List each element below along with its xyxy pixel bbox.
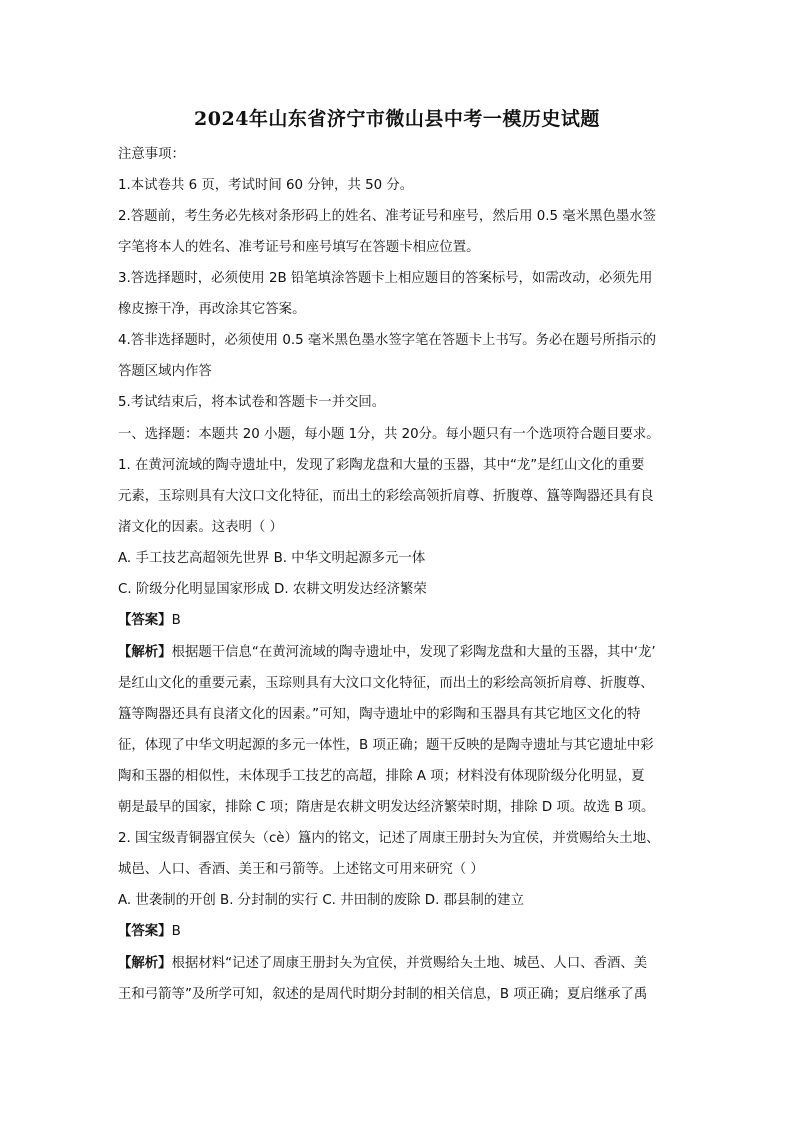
notice-item: 2.答题前，考生务必先核对条形码上的姓名、准考证号和座号，然后用 0.5 毫米黑色墨水签 (118, 209, 657, 224)
q1-options-line: C. 阶级分化明显国家形成 D. 农耕文明发达经济繁荣 (118, 582, 427, 597)
q1-stem-line: 1. 在黄河流域的陶寺遗址中，发现了彩陶龙盘和大量的玉器，其中“龙”是红山文化的重要 (118, 458, 645, 473)
q2-stem-line: 2. 国宝级青铜器宜侯夨（cè）簋内的铭文，记述了周康王册封夨为宜侯，并赏赐给夨土地、 (118, 831, 660, 846)
notice-item: 1.本试卷共 6 页，考试时间 60 分钟，共 50 分。 (118, 178, 414, 193)
notice-heading: 注意事项： (118, 147, 185, 162)
answer-label: 【答案】 (118, 613, 172, 628)
q1-options-line: A. 手工技艺高超领先世界 B. 中华文明起源多元一体 (118, 551, 426, 566)
analysis-text: 根据材料“记述了周康王册封夨为宜侯，并赏赐给夨土地、城邑、人口、香酒、美 (171, 956, 648, 971)
q1-stem-line: 渚文化的因素。这表明（ ） (118, 520, 283, 535)
q1-analysis-line: 是红山文化的重要元素，玉琮则具有大汶口文化特征，而出土的彩绘高领折肩尊、折腹尊、 (118, 676, 654, 691)
page-title: 2024年山东省济宁市微山县中考一模历史试题 (194, 108, 600, 130)
q1-analysis-line: 簋等陶器还具有良渚文化的因素。”可知，陶寺遗址中的彩陶和玉器具有其它地区文化的特 (118, 707, 641, 722)
analysis-label: 【解析】 (118, 645, 172, 660)
q2-analysis-line: 王和弓箭等”及所学可知，叙述的是周代时期分封制的相关信息，B 项正确；夏启继承了禹 (118, 987, 648, 1002)
q1-analysis-line: 征，体现了中华文明起源的多元一体性，B 项正确；题干反映的是陶寺遗址与其它遗址中彩 (118, 738, 654, 753)
analysis-text: 根据题干信息“在黄河流域的陶寺遗址中，发现了彩陶龙盘和大量的玉器，其中‘龙’ (171, 645, 656, 660)
analysis-label: 【解析】 (118, 956, 172, 971)
answer-value: B (171, 613, 181, 628)
answer-label: 【答案】 (118, 924, 172, 939)
q1-analysis-line: 朝是最早的国家，排除 C 项；隋唐是农耕文明发达经济繁荣时期，排除 D 项。故选 B 项。 (118, 800, 655, 815)
q1-analysis-line (118, 644, 688, 662)
answer-value: B (171, 924, 181, 939)
notice-item: 3.答选择题时，必须使用 2B 铅笔填涂答题卡上相应题目的答案标号，如需改动，必须先用 (118, 271, 653, 286)
notice-item: 橡皮擦干净，再改涂其它答案。 (118, 302, 306, 317)
q1-answer (118, 612, 688, 630)
q2-analysis-line (118, 955, 688, 973)
q2-options-line: A. 世袭制的开创 B. 分封制的实行 C. 井田制的废除 D. 郡县制的建立 (118, 893, 524, 908)
q2-stem-line: 城邑、人口、香酒、美王和弓箭等。上述铭文可用来研究（ ） (118, 862, 484, 877)
notice-item: 4.答非选择题时，必须使用 0.5 毫米黑色墨水签字笔在答题卡上书写。务必在题号所指示的 (118, 333, 657, 348)
notice-item: 5.考试结束后，将本试卷和答题卡一并交回。 (118, 395, 386, 410)
section-heading: 一、选择题：本题共 20 小题，每小题 1分，共 20分。每小题只有一个选项符合题目要求。 (118, 427, 660, 442)
notice-item: 答题区域内作答 (118, 364, 212, 379)
q1-stem-line: 元素，玉琮则具有大汶口文化特征，而出土的彩绘高领折肩尊、折腹尊、簋等陶器还具有良 (118, 489, 654, 504)
q2-answer (118, 923, 688, 941)
q1-analysis-line: 陶和玉器的相似性，未体现手工技艺的高超，排除 A 项；材料没有体现阶级分化明显，夏 (118, 769, 645, 784)
notice-item: 字笔将本人的姓名、准考证号和座号填写在答题卡相应位置。 (118, 240, 480, 255)
